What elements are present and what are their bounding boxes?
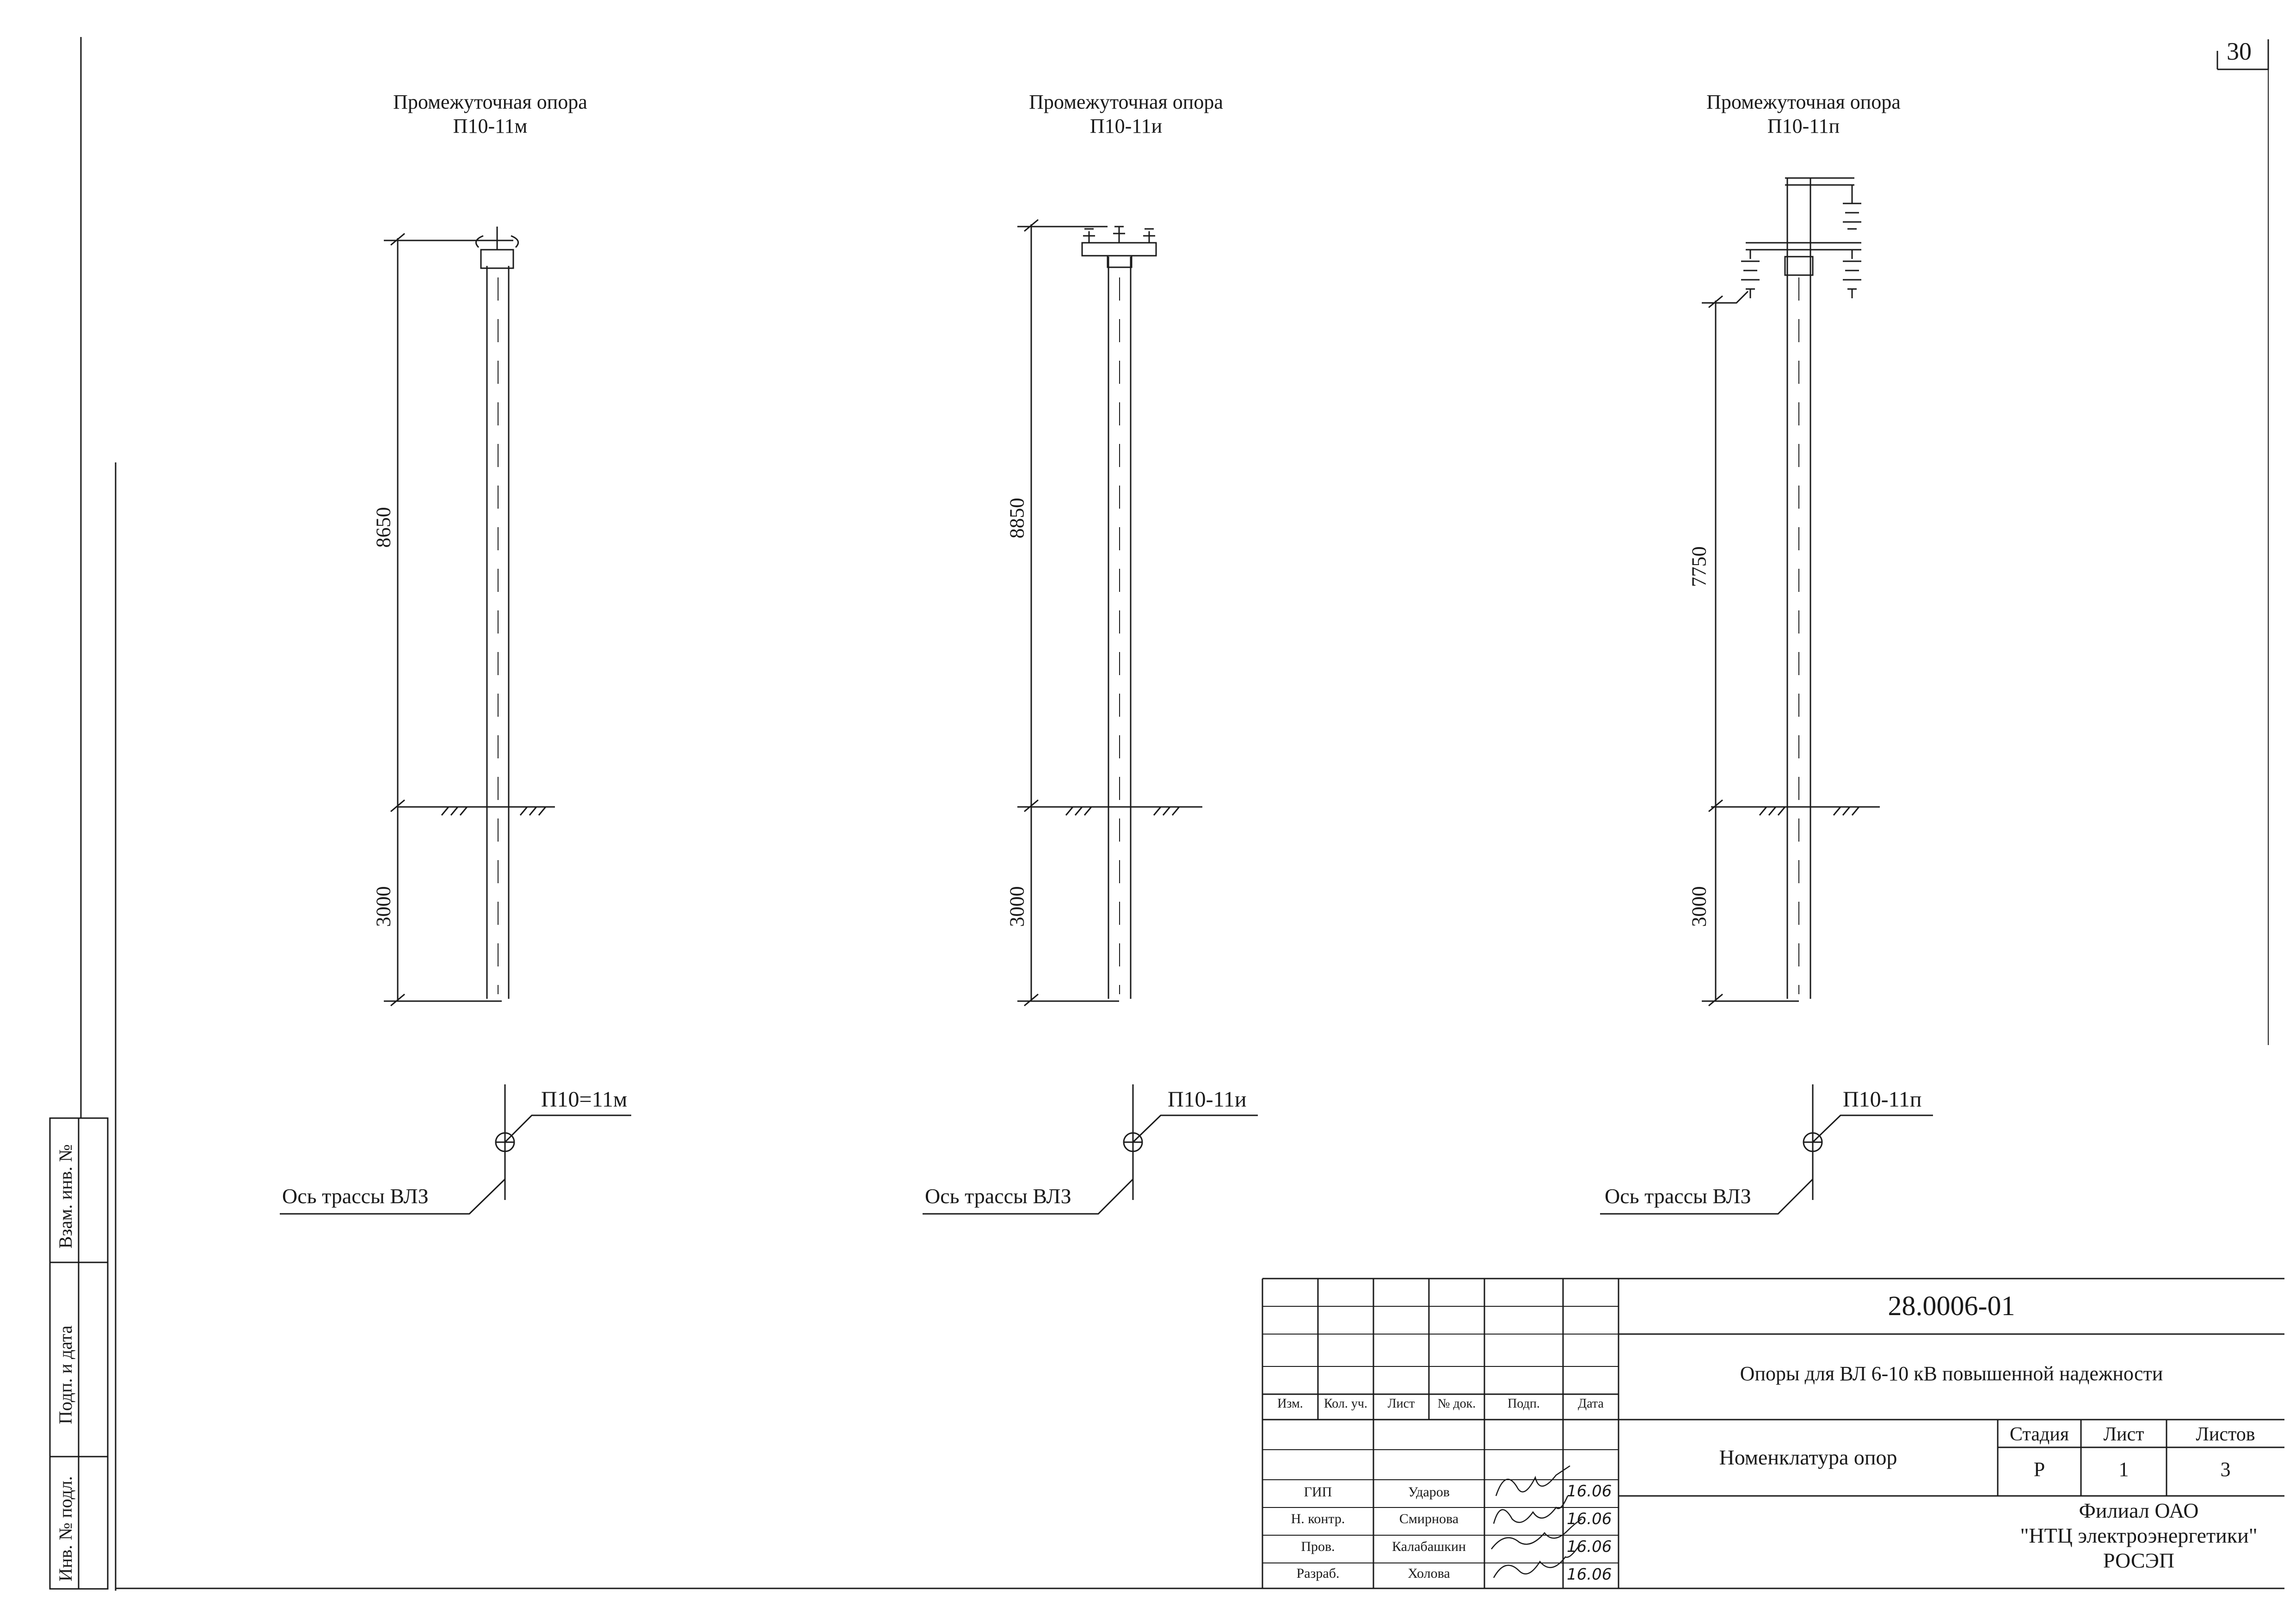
support-2-height-dim: 8850 — [1005, 498, 1028, 539]
sig-name-3: Калабашкин — [1392, 1539, 1466, 1554]
sig-name-1: Ударов — [1408, 1484, 1450, 1500]
sheet-header: Лист — [2103, 1424, 2144, 1445]
support-2-depth-dim: 3000 — [1005, 886, 1028, 927]
support-3-plan-mark: П10-11п — [1843, 1087, 1922, 1112]
header-data: Дата — [1578, 1396, 1604, 1411]
doc-code: 28.0006-01 — [1888, 1291, 2015, 1321]
stage-value: Р — [2033, 1458, 2045, 1481]
support-1-height-dim: 8650 — [372, 507, 395, 548]
sig-role-2: Н. контр. — [1291, 1511, 1345, 1526]
sig-name-2: Смирнова — [1399, 1511, 1459, 1526]
support-1-title-line1: Промежуточная опора — [393, 91, 587, 113]
sheets-header: Листов — [2196, 1424, 2255, 1445]
stage-header: Стадия — [2009, 1424, 2069, 1445]
signature-1 — [1496, 1466, 1570, 1496]
side-stamp-inv-podl: Инв. № подл. — [55, 1476, 76, 1581]
org-line3: РОСЭП — [2103, 1549, 2175, 1572]
support-1-depth-dim: 3000 — [372, 886, 395, 927]
sig-date-1: 16.06 — [1567, 1482, 1612, 1501]
support-1-title-line2: П10-11м — [453, 115, 528, 137]
header-podp: Подп. — [1508, 1396, 1540, 1411]
sheets-value: 3 — [2220, 1458, 2231, 1481]
support-1-elevation — [384, 227, 555, 1006]
project-name: Опоры для ВЛ 6-10 кВ повышенной надежности — [1740, 1362, 2163, 1385]
org-name — [1993, 1498, 2284, 1573]
sig-role-4: Разраб. — [1296, 1566, 1340, 1581]
sheet-name: Номенклатура опор — [1719, 1446, 1897, 1469]
support-2-elevation — [1017, 220, 1202, 1006]
sig-date-4: 16.06 — [1567, 1565, 1612, 1584]
support-2-axis-label: Ось трассы ВЛЗ — [925, 1184, 1071, 1208]
support-2-title — [978, 90, 1274, 138]
support-3-elevation — [1702, 178, 1880, 1006]
header-izm: Изм. — [1277, 1396, 1303, 1411]
sig-role-3: Пров. — [1301, 1539, 1335, 1554]
side-stamp-vzam-inv: Взам. инв. № — [55, 1144, 76, 1249]
support-3-title-line1: Промежуточная опора — [1706, 91, 1901, 113]
org-line2: "НТЦ электроэнергетики" — [2020, 1524, 2258, 1547]
org-line1: Филиал ОАО — [2079, 1499, 2199, 1522]
signature-2 — [1494, 1496, 1568, 1524]
header-n-dok: № док. — [1437, 1396, 1476, 1411]
support-3-height-dim: 7750 — [1687, 546, 1711, 587]
support-3-title — [1656, 90, 1951, 138]
support-3-axis-label: Ось трассы ВЛЗ — [1605, 1184, 1751, 1208]
sig-date-2: 16.06 — [1567, 1510, 1612, 1528]
support-3-depth-dim: 3000 — [1687, 886, 1711, 927]
sheet-value: 1 — [2118, 1458, 2129, 1481]
sig-role-1: ГИП — [1304, 1484, 1332, 1500]
sig-name-4: Холова — [1408, 1566, 1450, 1581]
side-stamp-podp-data: Подп. и дата — [55, 1325, 76, 1424]
header-list: Лист — [1387, 1396, 1415, 1411]
sig-date-3: 16.06 — [1567, 1538, 1612, 1556]
support-1-plan-mark: П10=11м — [541, 1087, 628, 1112]
support-2-title-line1: Промежуточная опора — [1029, 91, 1223, 113]
support-1-axis-label: Ось трассы ВЛЗ — [282, 1184, 429, 1208]
support-2-plan-mark: П10-11и — [1168, 1087, 1247, 1112]
support-2-title-line2: П10-11и — [1090, 115, 1163, 137]
page-number: 30 — [2227, 37, 2252, 65]
support-1-title — [342, 90, 638, 138]
support-3-title-line2: П10-11п — [1767, 115, 1840, 137]
header-kol-uch: Кол. уч. — [1324, 1396, 1367, 1411]
